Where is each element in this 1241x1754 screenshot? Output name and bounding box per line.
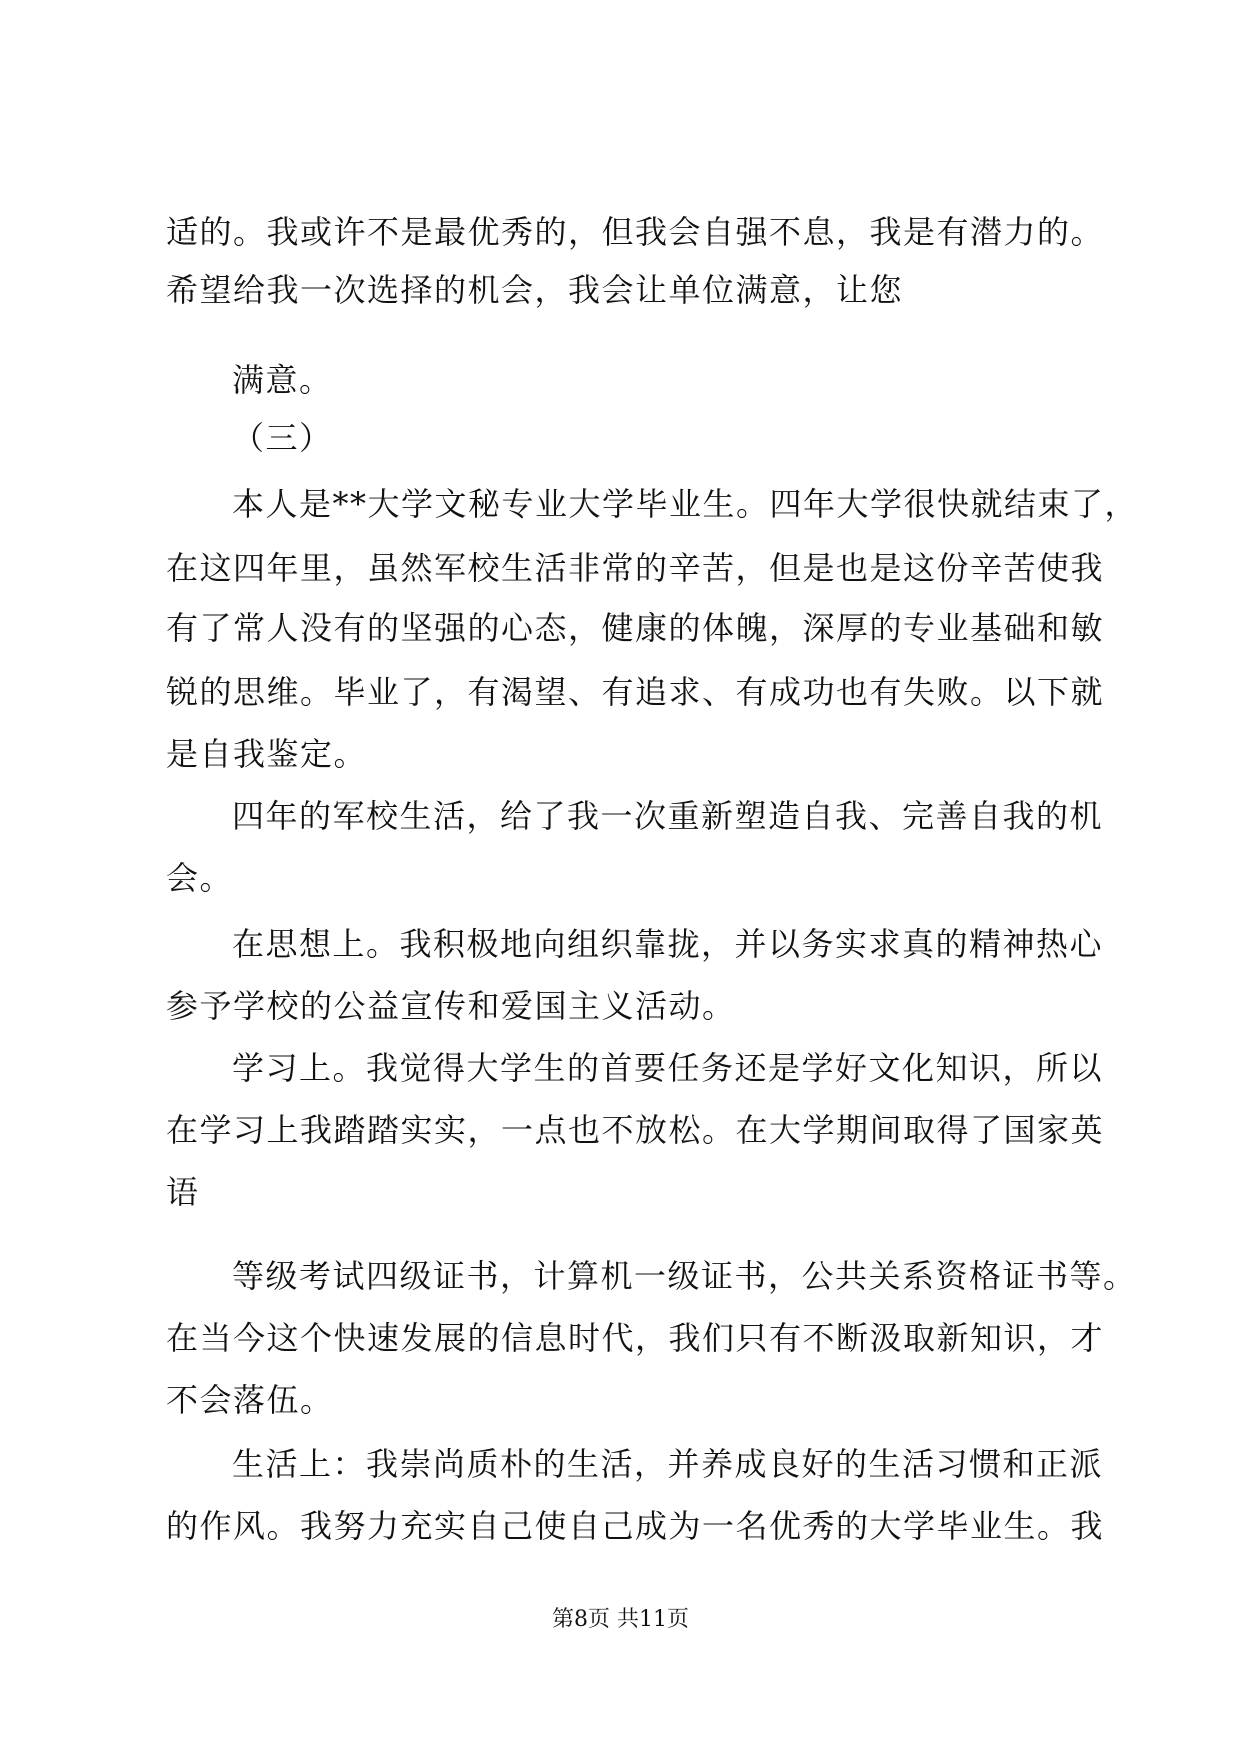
body-line-19: 不会落伍。: [166, 1381, 334, 1419]
body-line-8: 锐的思维。毕业了，有渴望、有追求、有成功也有失败。以下就: [166, 673, 1105, 711]
body-line-5: 本人是**大学文秘专业大学毕业生。四年大学很快就结束了，: [232, 485, 1139, 523]
body-line-15: 在学习上我踏踏实实，一点也不放松。在大学期间取得了国家英: [166, 1111, 1105, 1149]
section-heading: （三）: [232, 419, 333, 457]
body-line-17: 等级考试四级证书，计算机一级证书，公共关系资格证书等。: [232, 1257, 1137, 1295]
body-line-11: 会。: [166, 859, 234, 897]
body-line-1: 适的。我或许不是最优秀的，但我会自强不息，我是有潜力的。: [166, 213, 1105, 251]
body-line-12: 在思想上。我积极地向组织靠拢，并以务实求真的精神热心: [232, 925, 1104, 963]
body-line-6: 在这四年里，虽然军校生活非常的辛苦，但是也是这份辛苦使我: [166, 549, 1105, 587]
body-line-16: 语: [166, 1173, 200, 1211]
body-line-13: 参予学校的公益宣传和爱国主义活动。: [166, 987, 736, 1025]
body-line-20: 生活上：我崇尚质朴的生活，并养成良好的生活习惯和正派: [232, 1445, 1104, 1483]
body-line-18: 在当今这个快速发展的信息时代，我们只有不断汲取新知识，才: [166, 1319, 1105, 1357]
body-line-9: 是自我鉴定。: [166, 735, 368, 773]
body-line-2: 希望给我一次选择的机会，我会让单位满意，让您: [166, 271, 904, 309]
body-line-7: 有了常人没有的坚强的心态，健康的体魄，深厚的专业基础和敏: [166, 609, 1105, 647]
page-footer: 第8页 共11页: [552, 1607, 689, 1632]
body-line-10: 四年的军校生活，给了我一次重新塑造自我、完善自我的机: [232, 797, 1104, 835]
body-line-14: 学习上。我觉得大学生的首要任务还是学好文化知识，所以: [232, 1049, 1104, 1087]
body-line-21: 的作风。我努力充实自己使自己成为一名优秀的大学毕业生。我: [166, 1507, 1105, 1545]
body-line-3: 满意。: [232, 361, 333, 399]
